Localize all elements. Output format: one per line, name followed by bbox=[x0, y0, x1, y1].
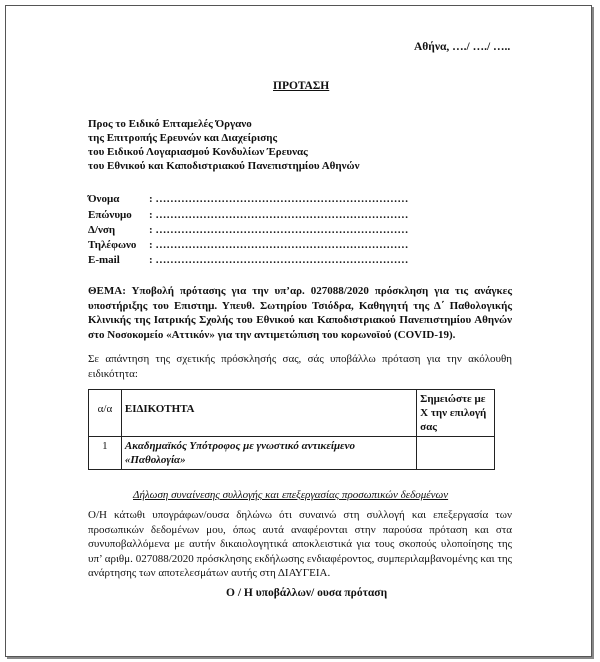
addressee-line: Προς το Ειδικό Επταμελές Όργανο bbox=[88, 118, 252, 130]
field-label-email: E-mail bbox=[88, 254, 120, 266]
subject-paragraph: ΘΕΜΑ: Υποβολή πρότασης για την υπ’αρ. 027088/2020 πρόσκληση για τις ανάγκες υποστήριξης του Επιστημ. Υπευθ. Σωτηρίου Τσιόδρα, Καθηγητή της Δ΄ Παθολογικής Κλινικής της Ιατρικής Σχολής του Εθνικού και Καποδιστριακού Πανεπιστημίου Αθηνών στο Νοσοκομείο «Αττικόν» για την αντιμετώπιση του κορωνοϊού (COVID-19). bbox=[88, 285, 512, 341]
table-row bbox=[89, 437, 495, 470]
field-blank-phone[interactable]: : …………………………………………………………… bbox=[149, 239, 409, 251]
specialty-table bbox=[88, 389, 495, 470]
addressee-line: του Ειδικού Λογαριασμού Κονδυλίων Έρευνας bbox=[88, 146, 308, 158]
field-blank-email[interactable]: : …………………………………………………………… bbox=[149, 254, 409, 266]
date-line: Αθήνα, …./ …./ ….. bbox=[414, 41, 511, 53]
addressee-line: της Επιτροπής Ερευνών και Διαχείρισης bbox=[88, 132, 278, 144]
field-blank-surname[interactable]: : …………………………………………………………… bbox=[149, 209, 409, 221]
intro-paragraph: Σε απάντηση της σχετικής πρόσκλησής σας, σάς υποβάλλω πρόταση για την ακόλουθη ειδικότητα: bbox=[88, 353, 512, 380]
signature-line: Ο / Η υποβάλλων/ ουσα πρόταση bbox=[226, 587, 388, 599]
row-mark-cell[interactable] bbox=[417, 437, 495, 470]
document-title: ΠΡΟΤΑΣΗ bbox=[273, 80, 330, 92]
field-label-phone: Τηλέφωνο bbox=[88, 239, 137, 251]
field-label-name: Όνομα bbox=[88, 193, 120, 205]
row-num: 1 bbox=[89, 437, 122, 470]
row-specialty: Ακαδημαϊκός Υπότροφος με γνωστικό αντικείμενο «Παθολογία» bbox=[121, 437, 416, 470]
table-header-row bbox=[89, 390, 495, 437]
addressee-line: του Εθνικού και Καποδιστριακού Πανεπιστημίου Αθηνών bbox=[88, 160, 360, 172]
header-specialty: ΕΙΔΙΚΟΤΗΤΑ bbox=[121, 390, 416, 437]
consent-paragraph: Ο/Η κάτωθι υπογράφων/ουσα δηλώνω ότι συναινώ στη συλλογή και επεξεργασία των προσωπικών δεδομένων μου, όπως αυτά αναφέρονται στην παρούσα πρόταση και στα συνυποβαλλόμενα με αυτήν δικαιολογητικά αποκλειστικά για τους σκοπούς υλοποίησης της υπ’ αριθμ. 027088/2020 πρόσκλησης εκδήλωσης ενδιαφέροντος, συμπεριλαμβανομένης και της ανάρτησης των αποτελεσμάτων αυτής στη ΔΙΑΥΓΕΙΑ. bbox=[88, 509, 512, 579]
field-label-address: Δ/νση bbox=[88, 224, 116, 236]
header-mark: Σημειώστε με Χ την επιλογή σας bbox=[417, 390, 495, 437]
field-blank-address[interactable]: : …………………………………………………………… bbox=[149, 224, 409, 236]
field-label-surname: Επώνυμο bbox=[88, 209, 132, 221]
field-blank-name[interactable]: : …………………………………………………………… bbox=[149, 193, 409, 205]
consent-heading: Δήλωση συναίνεσης συλλογής και επεξεργασίας προσωπικών δεδομένων bbox=[133, 489, 449, 501]
header-num: α/α bbox=[89, 390, 122, 437]
